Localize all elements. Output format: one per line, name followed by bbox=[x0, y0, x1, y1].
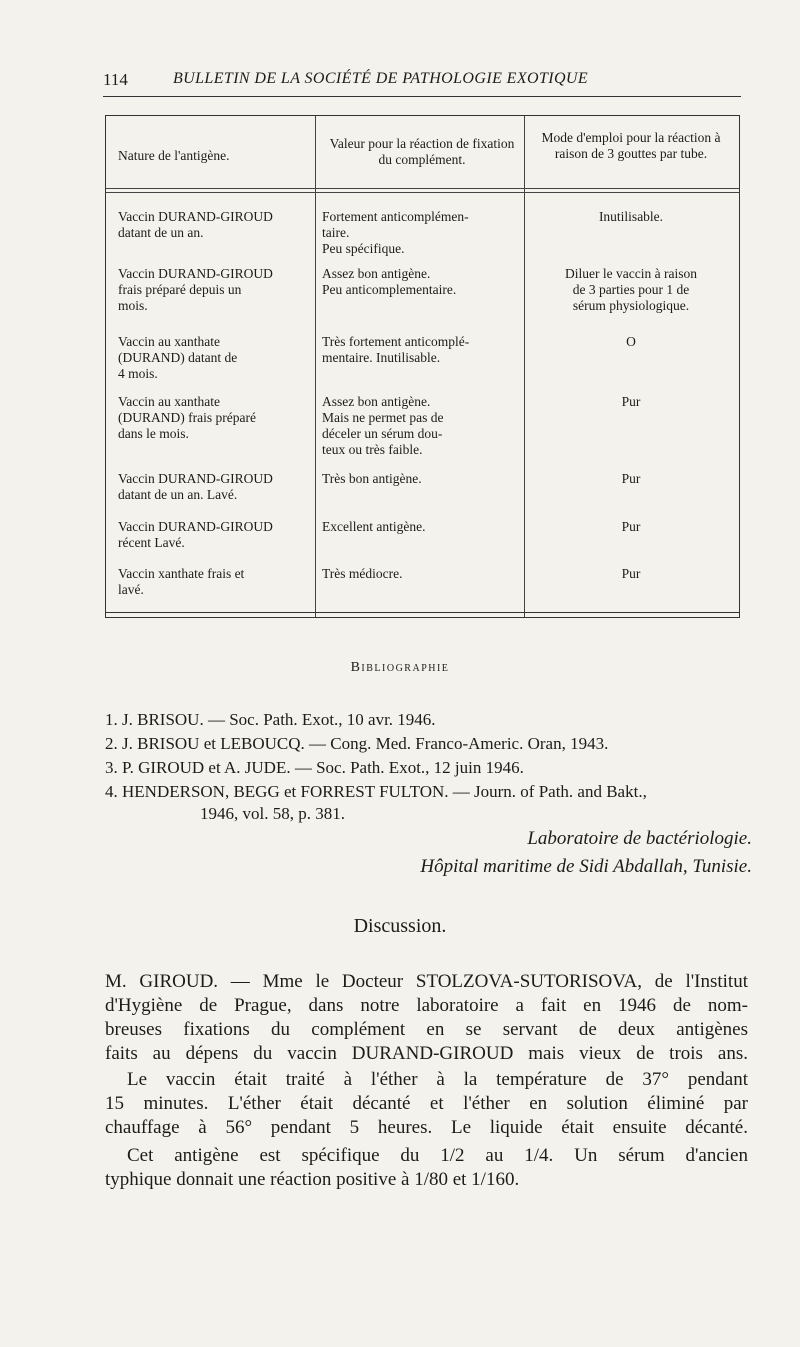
table-cell-valeur bbox=[322, 266, 522, 298]
table-cell-line: Vaccin xanthate frais et bbox=[118, 566, 245, 581]
table-cell-nature bbox=[118, 209, 310, 241]
table-cell-line: taire. bbox=[322, 225, 350, 240]
table-cell-line: Assez bon antigène. bbox=[322, 266, 431, 281]
table-cell-nature bbox=[118, 566, 310, 598]
text-line: 15 minutes. L'éther était décanté et l'éther en solution éliminé par bbox=[105, 1093, 748, 1114]
table-cell-line: Mais ne permet pas de bbox=[322, 410, 444, 425]
table-cell-line: Fortement anticomplémen- bbox=[322, 209, 469, 224]
table-bottom-rule bbox=[105, 612, 740, 613]
table-cell-line: Très bon antigène. bbox=[322, 471, 422, 486]
table-cell-line: Assez bon antigène. bbox=[322, 394, 431, 409]
table-cell-line: 4 mois. bbox=[118, 366, 158, 381]
table-cell-line: dans le mois. bbox=[118, 426, 189, 441]
table-cell-line: Inutilisable. bbox=[598, 209, 664, 224]
table-cell-line: lavé. bbox=[118, 582, 144, 597]
table-cell-mode bbox=[530, 519, 732, 535]
table-cell-line: Vaccin DURAND-GIROUD bbox=[118, 471, 273, 486]
table-cell-mode bbox=[530, 566, 732, 582]
table-cell-mode bbox=[530, 471, 732, 487]
text-line: typhique donnait une réaction positive à 1/80 et 1/160. bbox=[105, 1169, 520, 1190]
table-cell-nature bbox=[118, 334, 310, 382]
table-cell-line: frais préparé depuis un bbox=[118, 282, 242, 297]
table-cell-nature bbox=[118, 394, 310, 442]
page-number: 114 bbox=[103, 70, 128, 89]
table-cell-line: Pur bbox=[621, 471, 641, 486]
table-cell-line: datant de un an. bbox=[118, 225, 204, 240]
text-line: M. GIROUD. — Mme le Docteur STOLZOVA-SUTORISOVA, de l'Institut bbox=[105, 971, 748, 992]
table-cell-valeur bbox=[322, 394, 522, 458]
table-cell-mode bbox=[530, 266, 732, 314]
table-cell-nature bbox=[118, 471, 310, 503]
discussion-paragraph-1 bbox=[105, 970, 748, 1066]
antigen-table bbox=[105, 115, 740, 618]
table-cell-nature bbox=[118, 266, 310, 314]
table-cell-line: Très fortement anticomplé- bbox=[322, 334, 470, 349]
table-cell-valeur bbox=[322, 334, 522, 366]
bibliography-entry: 3. P. GIROUD et A. JUDE. — Soc. Path. Exot., 12 juin 1946. bbox=[105, 758, 524, 777]
running-header bbox=[103, 68, 741, 97]
bibliography-entry: 2. J. BRISOU et LEBOUCQ. — Cong. Med. Franco-Americ. Oran, 1943. bbox=[105, 734, 609, 753]
table-cell-line: Vaccin DURAND-GIROUD bbox=[118, 266, 273, 281]
table-cell-line: récent Lavé. bbox=[118, 535, 185, 550]
table-cell-line: O bbox=[626, 334, 636, 349]
table-cell-line: déceler un sérum dou- bbox=[322, 426, 443, 441]
table-cell-line: Vaccin au xanthate bbox=[118, 394, 220, 409]
signature-laboratory: Laboratoire de bactériologie. bbox=[527, 828, 752, 849]
table-header-mode: Mode d'emploi pour la réaction à raison de 3 gouttes par tube. bbox=[541, 130, 721, 161]
table-cell-line: Pur bbox=[621, 519, 641, 534]
table-cell-line: Pur bbox=[621, 566, 641, 581]
table-cell-line: mentaire. Inutilisable. bbox=[322, 350, 441, 365]
text-line: chauffage à 56° pendant 5 heures. Le liquide était ensuite décanté. bbox=[105, 1117, 748, 1138]
bibliography-title: Bibliographie bbox=[350, 660, 450, 675]
table-header-rule bbox=[106, 192, 739, 193]
table-cell-line: Vaccin au xanthate bbox=[118, 334, 220, 349]
bibliography-entry-continuation: 1946, vol. 58, p. 381. bbox=[200, 804, 345, 823]
text-line: faits au dépens du vaccin DURAND-GIROUD mais vieux de trois ans. bbox=[105, 1043, 748, 1064]
text-line: d'Hygiène de Prague, dans notre laboratoire a fait en 1946 de nom- bbox=[105, 995, 748, 1016]
table-cell-line: sérum physiologique. bbox=[572, 298, 690, 313]
table-cell-mode bbox=[530, 394, 732, 410]
table-header-valeur: Valeur pour la réaction de fixation du complément. bbox=[329, 136, 515, 167]
table-cell-line: Diluer le vaccin à raison bbox=[565, 266, 697, 281]
table-cell-line: Très médiocre. bbox=[322, 566, 403, 581]
discussion-title: Discussion. bbox=[353, 915, 447, 937]
bibliography-entry: 4. HENDERSON, BEGG et FORREST FULTON. — Journ. of Path. and Bakt., bbox=[105, 782, 647, 801]
bibliography-entry: 1. J. BRISOU. — Soc. Path. Exot., 10 avr. 1946. bbox=[105, 710, 436, 729]
table-cell-valeur bbox=[322, 209, 522, 257]
table-cell-valeur bbox=[322, 471, 522, 487]
table-header-nature: Nature de l'antigène. bbox=[118, 148, 230, 163]
table-cell-valeur bbox=[322, 566, 522, 582]
table-cell-valeur bbox=[322, 519, 522, 535]
table-cell-line: Excellent antigène. bbox=[322, 519, 426, 534]
table-cell-mode bbox=[530, 209, 732, 225]
table-cell-line: Vaccin DURAND-GIROUD bbox=[118, 209, 273, 224]
table-cell-line: Peu spécifique. bbox=[322, 241, 405, 256]
table-cell-line: Pur bbox=[621, 394, 641, 409]
text-line: breuses fixations du complément en se servant de deux antigènes bbox=[105, 1019, 748, 1040]
table-header-rule bbox=[106, 188, 739, 189]
table-cell-line: (DURAND) datant de bbox=[118, 350, 238, 365]
table-cell-line: Peu anticomplementaire. bbox=[322, 282, 457, 297]
table-cell-line: de 3 parties pour 1 de bbox=[572, 282, 690, 297]
table-cell-mode bbox=[530, 334, 732, 350]
running-title: BULLETIN DE LA SOCIÉTÉ DE PATHOLOGIE EXOTIQUE bbox=[173, 70, 589, 87]
text-line: Cet antigène est spécifique du 1/2 au 1/4. Un sérum d'ancien bbox=[127, 1145, 748, 1166]
table-cell-line: Vaccin DURAND-GIROUD bbox=[118, 519, 273, 534]
signature-hospital: Hôpital maritime de Sidi Abdallah, Tunisie. bbox=[420, 856, 752, 877]
discussion-paragraph-3 bbox=[105, 1144, 748, 1192]
discussion-paragraph-2 bbox=[105, 1068, 748, 1140]
text-line: Le vaccin était traité à l'éther à la température de 37° pendant bbox=[127, 1069, 748, 1090]
table-cell-line: mois. bbox=[118, 298, 148, 313]
table-cell-nature bbox=[118, 519, 310, 551]
table-cell-line: teux ou très faible. bbox=[322, 442, 423, 457]
table-cell-line: (DURAND) frais préparé bbox=[118, 410, 256, 425]
table-cell-line: datant de un an. Lavé. bbox=[118, 487, 238, 502]
